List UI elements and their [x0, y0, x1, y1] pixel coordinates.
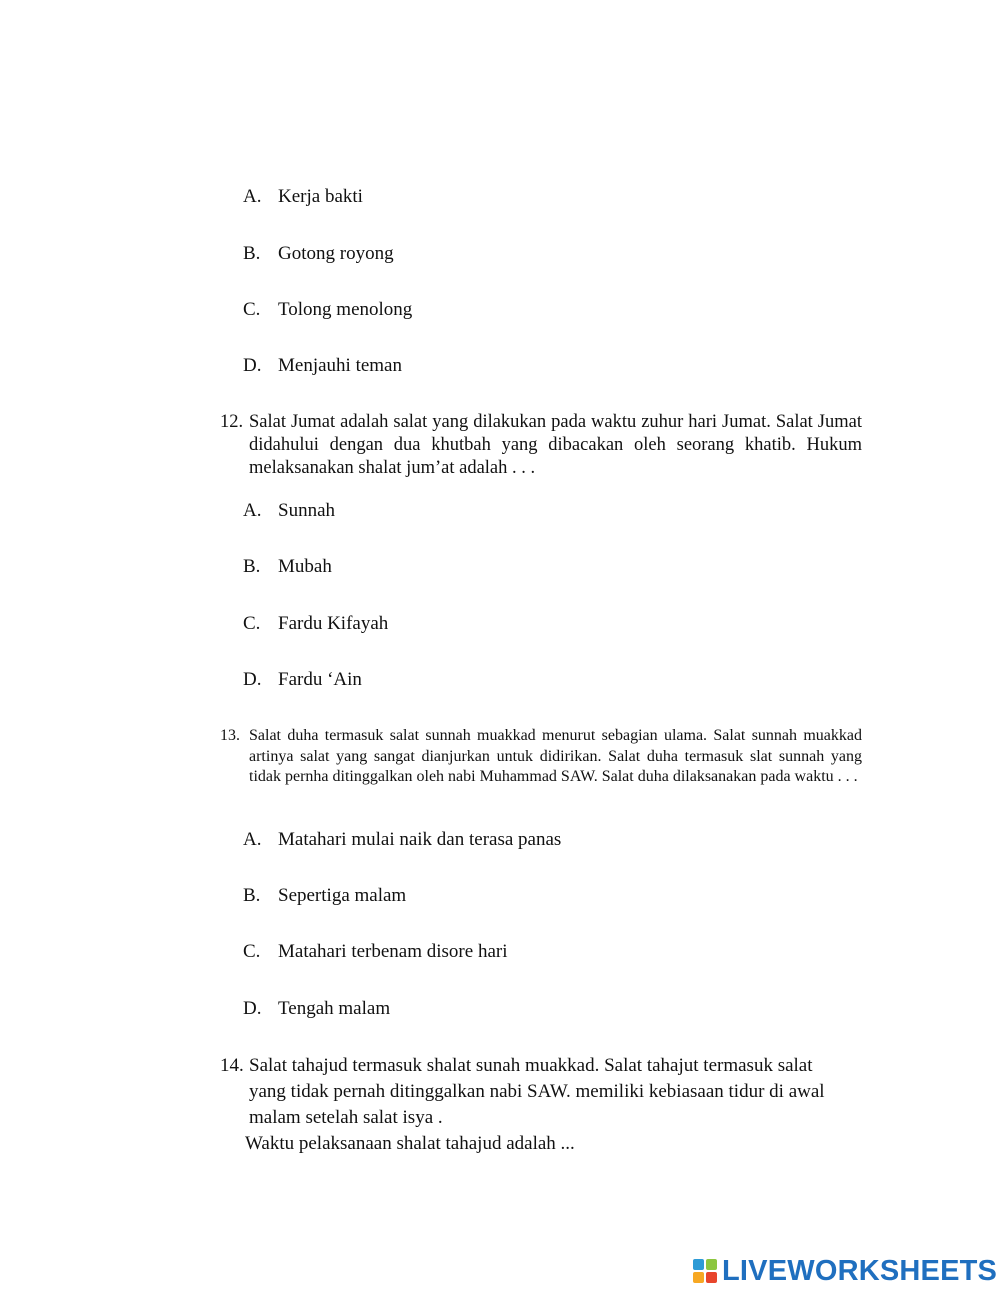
- q13-option-d: [243, 998, 390, 1020]
- option-text: Tengah malam: [278, 998, 391, 1019]
- question-12: [220, 411, 862, 480]
- q13-option-c: [243, 941, 507, 963]
- option-letter: A.: [243, 186, 262, 207]
- option-text: Tolong menolong: [278, 299, 413, 320]
- option-text: Gotong royong: [278, 243, 394, 264]
- option-letter: B.: [243, 885, 261, 906]
- option-letter: C.: [243, 613, 261, 634]
- option-text: Fardu Kifayah: [278, 613, 389, 634]
- q11-option-b: [243, 243, 394, 265]
- q11-option-a: [243, 186, 363, 208]
- option-letter: D.: [243, 669, 262, 690]
- option-letter: B.: [243, 556, 261, 577]
- option-letter: B.: [243, 243, 261, 264]
- logo-block: [693, 1272, 704, 1283]
- option-letter: A.: [243, 500, 262, 521]
- option-text: Sunnah: [278, 500, 335, 521]
- option-letter: C.: [243, 299, 261, 320]
- q11-option-d: [243, 355, 402, 377]
- question-number: 13.: [220, 727, 240, 744]
- logo-blocks-icon: [693, 1259, 717, 1283]
- q12-option-b: [243, 556, 332, 578]
- q13-option-b: [243, 885, 406, 907]
- question-number: 12.: [220, 412, 244, 432]
- option-letter: D.: [243, 998, 262, 1019]
- question-text: Salat Jumat adalah salat yang dilakukan pada waktu zuhur hari Jumat. Salat Jumat didahului dengan dua khutbah yang dibacakan oleh seorang khatib. Hukum melaksanakan shalat jum’at adalah . . .: [249, 412, 862, 478]
- logo-block: [693, 1259, 704, 1270]
- question-14-prompt: Waktu pelaksanaan shalat tahajud adalah ...: [245, 1133, 575, 1154]
- question-14: [220, 1053, 840, 1131]
- logo-block: [706, 1272, 717, 1283]
- option-text: Kerja bakti: [278, 186, 363, 207]
- logo-text: LIVEWORKSHEETS: [722, 1255, 998, 1287]
- liveworksheets-logo: [693, 1257, 997, 1285]
- option-text: Sepertiga malam: [278, 885, 407, 906]
- option-letter: C.: [243, 941, 261, 962]
- question-text: Salat tahajud termasuk shalat sunah muakkad. Salat tahajut termasuk salat yang tidak pernah ditinggalkan nabi SAW. memiliki kebiasaan tidur di awal malam setelah salat isya .: [249, 1055, 825, 1128]
- logo-block: [706, 1259, 717, 1270]
- option-letter: A.: [243, 829, 262, 850]
- question-number: 14.: [220, 1055, 244, 1076]
- question-text: Salat duha termasuk salat sunnah muakkad menurut sebagian ulama. Salat sunnah muakkad artinya salat yang sangat dianjurkan untuk didirikan. Salat duha termasuk slat sunnah yang tidak pernha ditinggalkan oleh nabi Muhammad SAW. Salat duha dilaksanakan pada waktu . . .: [249, 727, 862, 785]
- q12-option-c: [243, 613, 388, 635]
- option-text: Fardu ‘Ain: [278, 669, 362, 690]
- q12-option-d: [243, 669, 362, 691]
- option-letter: D.: [243, 355, 262, 376]
- option-text: Mubah: [278, 556, 332, 577]
- question-13: [220, 726, 862, 788]
- option-text: Matahari terbenam disore hari: [278, 941, 508, 962]
- option-text: Menjauhi teman: [278, 355, 402, 376]
- q13-option-a: [243, 829, 561, 851]
- option-text: Matahari mulai naik dan terasa panas: [278, 829, 562, 850]
- q12-option-a: [243, 500, 335, 522]
- q11-option-c: [243, 299, 412, 321]
